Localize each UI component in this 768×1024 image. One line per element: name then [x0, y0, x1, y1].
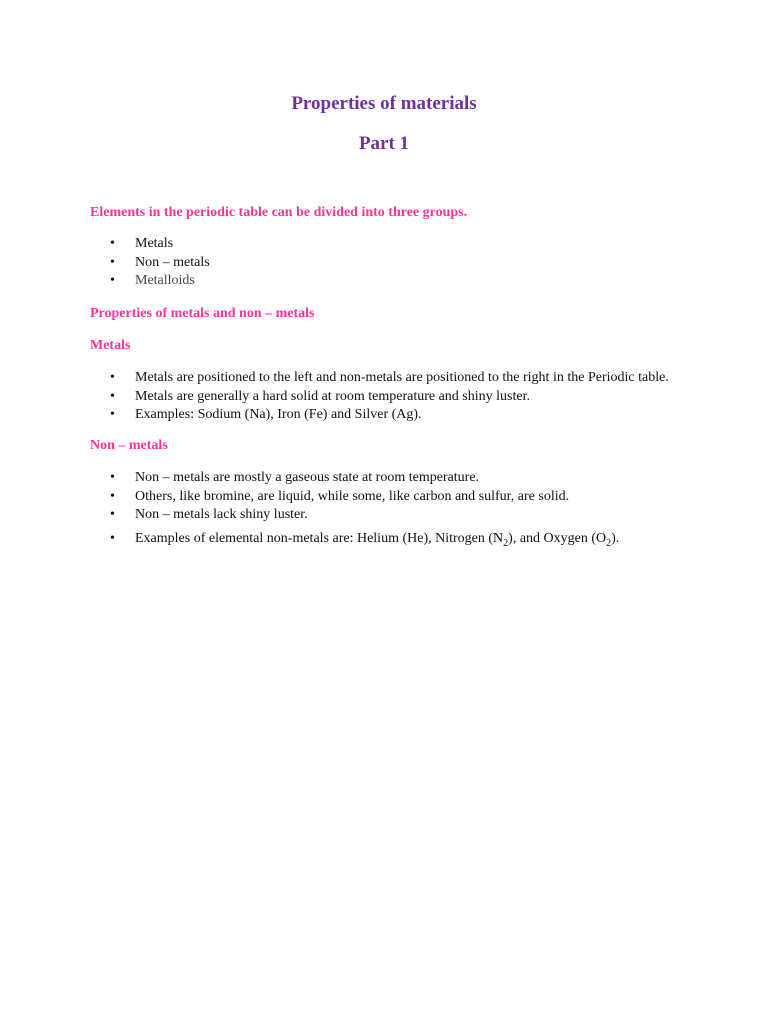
intro-heading: Elements in the periodic table can be divided into three groups. — [90, 205, 468, 220]
list-item-text: Metals are generally a hard solid at room temperature and shiny luster. — [135, 388, 530, 404]
bullet-icon: • — [110, 254, 115, 270]
properties-heading: Properties of metals and non – metals — [90, 306, 315, 321]
list-item-text: Non – metals lack shiny luster. — [135, 507, 308, 523]
list-item — [90, 406, 669, 425]
example-suffix: ). — [611, 531, 620, 547]
bullet-icon: • — [110, 507, 115, 523]
list-item-text: Non – metals are mostly a gaseous state at room temperature. — [135, 470, 480, 485]
list-item — [90, 488, 619, 507]
list-item-text: Others, like bromine, are liquid, while some, like carbon and sulfur, are solid. — [135, 488, 570, 504]
subscript: 2 — [503, 537, 509, 549]
list-item — [90, 369, 669, 388]
metals-heading: Metals — [90, 338, 131, 353]
nonmetals-heading: Non – metals — [90, 438, 168, 453]
list-item — [90, 506, 619, 525]
bullet-icon: • — [110, 236, 115, 251]
list-item-text — [135, 531, 620, 549]
list-item — [90, 235, 210, 254]
document-title: Properties of materials — [291, 93, 477, 114]
list-item — [90, 469, 619, 488]
list-item-text: Examples: Sodium (Na), Iron (Fe) and Silver (Ag). — [135, 407, 422, 423]
list-item-text: Metals are positioned to the left and non-metals are positioned to the right in the Periodic table. — [135, 370, 669, 385]
bullet-icon: • — [110, 531, 115, 547]
bullet-icon: • — [110, 273, 115, 289]
bullet-icon: • — [110, 388, 115, 404]
list-item-text: Metalloids — [135, 273, 195, 289]
subscript: 2 — [606, 537, 612, 549]
bullet-icon: • — [110, 370, 115, 385]
bullet-icon: • — [110, 470, 115, 485]
list-item — [90, 272, 210, 291]
list-item — [90, 527, 619, 551]
groups-list — [90, 235, 210, 291]
metals-list — [90, 369, 669, 425]
bullet-icon: • — [110, 488, 115, 504]
list-item-text: Metals — [135, 236, 174, 251]
list-item — [90, 388, 669, 407]
bullet-icon: • — [110, 407, 115, 423]
list-item-text: Non – metals — [135, 254, 210, 270]
list-item — [90, 254, 210, 273]
nonmetals-list — [90, 469, 619, 551]
example-middle: ), and Oxygen (O — [508, 531, 607, 547]
document-subtitle: Part 1 — [358, 133, 410, 154]
example-prefix: Examples of elemental non-metals are: Helium (He), Nitrogen (N — [135, 531, 504, 547]
